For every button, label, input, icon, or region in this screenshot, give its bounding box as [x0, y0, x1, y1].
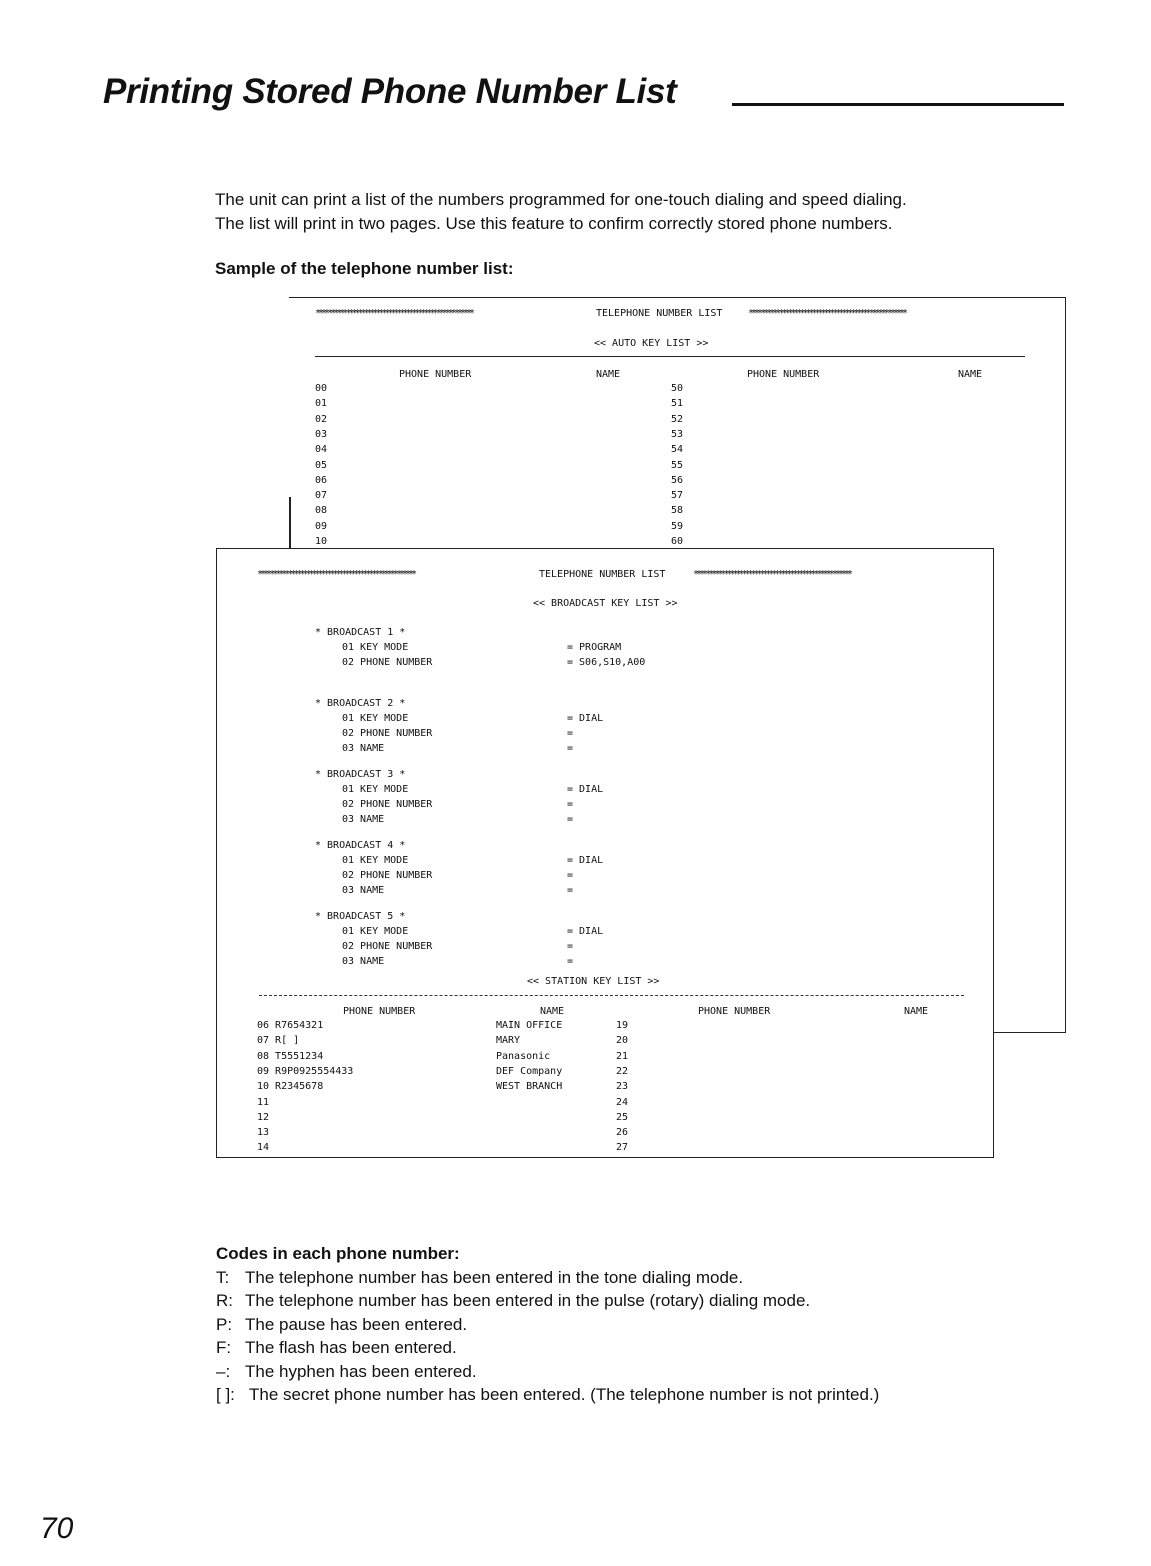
auto-entry-left: 06	[315, 474, 328, 486]
code-symbol: P:	[216, 1314, 233, 1334]
broadcast-row-value: =	[567, 956, 574, 967]
station-entry: 10 R2345678	[257, 1081, 324, 1093]
auto-entry-left: 02	[315, 413, 328, 425]
station-entry-right: 19	[616, 1020, 629, 1031]
auto-header-stars-right: ****************************************************	[748, 309, 906, 319]
broadcast-row-label: 01 KEY MODE	[342, 713, 409, 724]
auto-entry-right: 51	[671, 398, 684, 410]
auto-header-stars-left: ****************************************************	[315, 309, 473, 319]
broadcast-row-value: = DIAL	[567, 926, 604, 937]
station-col-name-2: NAME	[904, 1006, 929, 1017]
station-list-subtitle: << STATION KEY LIST >>	[527, 976, 660, 987]
auto-sheet-left-edge	[289, 497, 291, 549]
broadcast-row-label: 02 PHONE NUMBER	[342, 657, 433, 668]
auto-entry-left: 00	[315, 383, 328, 394]
auto-entry-right: 60	[671, 536, 684, 547]
broadcast-row-label: 01 KEY MODE	[342, 926, 409, 937]
broadcast-row-value: = DIAL	[567, 784, 604, 795]
broadcast-row-label: 03 NAME	[342, 885, 385, 896]
station-name: DEF Company	[496, 1065, 563, 1077]
auto-entry-right: 56	[671, 474, 684, 486]
broadcast-group-title: * BROADCAST 1 *	[315, 627, 406, 638]
broadcast-header-title: TELEPHONE NUMBER LIST	[539, 569, 666, 580]
code-description: The telephone number has been entered in the tone dialing mode.	[245, 1267, 744, 1287]
auto-col-phone-2: PHONE NUMBER	[747, 369, 820, 380]
station-entry: 08 T5551234	[257, 1050, 324, 1062]
auto-entry-left: 10	[315, 536, 328, 547]
title-rule	[732, 103, 1064, 106]
auto-entry-right: 52	[671, 413, 684, 425]
code-item	[216, 1313, 879, 1337]
station-entry-right: 25	[616, 1111, 629, 1123]
auto-entry-right: 55	[671, 459, 684, 471]
broadcast-row-value: =	[567, 728, 574, 739]
station-entry-right: 21	[616, 1050, 629, 1062]
station-entry: 14	[257, 1142, 270, 1154]
station-entry-right: 20	[616, 1035, 629, 1047]
auto-entry-right: 57	[671, 490, 684, 502]
auto-col-name-2: NAME	[958, 369, 983, 380]
code-symbol: F:	[216, 1338, 232, 1357]
broadcast-group-title: * BROADCAST 2 *	[315, 698, 406, 709]
codes-section	[216, 1242, 879, 1407]
auto-entry-right: 59	[671, 520, 684, 532]
station-name: Panasonic	[496, 1050, 551, 1062]
broadcast-row-label: 03 NAME	[342, 956, 385, 967]
broadcast-row-label: 03 NAME	[342, 743, 385, 754]
auto-entry-left: 01	[315, 398, 328, 410]
auto-list-subtitle: << AUTO KEY LIST >>	[594, 338, 709, 349]
auto-entry-right: 50	[671, 383, 684, 394]
broadcast-row-label: 02 PHONE NUMBER	[342, 941, 433, 952]
broadcast-list-subtitle: << BROADCAST KEY LIST >>	[533, 598, 678, 609]
codes-list	[216, 1266, 879, 1407]
broadcast-row-value: =	[567, 870, 574, 881]
station-entry: 09 R9P0925554433	[257, 1065, 354, 1077]
broadcast-row-value: =	[567, 799, 574, 810]
station-entry-right: 23	[616, 1081, 629, 1093]
station-divider	[259, 995, 964, 996]
auto-entry-left: 05	[315, 459, 328, 471]
broadcast-row-value: = DIAL	[567, 713, 604, 724]
broadcast-group-title: * BROADCAST 5 *	[315, 911, 406, 922]
broadcast-group-title: * BROADCAST 4 *	[315, 840, 406, 851]
auto-entry-right: 53	[671, 428, 684, 440]
auto-col-name-1: NAME	[596, 369, 621, 380]
broadcast-row-label: 03 NAME	[342, 814, 385, 825]
codes-heading: Codes in each phone number:	[216, 1244, 460, 1263]
station-entry-right: 24	[616, 1096, 629, 1108]
code-item	[216, 1360, 879, 1384]
code-item	[216, 1383, 879, 1407]
broadcast-row-value: =	[567, 743, 574, 754]
broadcast-row-label: 01 KEY MODE	[342, 784, 409, 795]
broadcast-row-label: 01 KEY MODE	[342, 855, 409, 866]
auto-entry-left: 07	[315, 490, 328, 502]
auto-entry-right: 58	[671, 505, 684, 517]
station-entry: 13	[257, 1127, 270, 1139]
broadcast-row-label: 02 PHONE NUMBER	[342, 870, 433, 881]
broadcast-row-value: =	[567, 941, 574, 952]
station-entry-right: 22	[616, 1065, 629, 1077]
broadcast-header-stars-right: ****************************************************	[693, 570, 851, 580]
code-description: The telephone number has been entered in the pulse (rotary) dialing mode.	[245, 1291, 811, 1310]
page-number: 70	[40, 1512, 74, 1545]
code-description: The flash has been entered.	[245, 1338, 457, 1357]
intro-paragraph	[215, 188, 1095, 236]
sample-heading: Sample of the telephone number list:	[215, 259, 514, 278]
auto-divider	[315, 356, 1025, 357]
broadcast-row-value: = DIAL	[567, 855, 604, 866]
broadcast-key-list-sheet	[216, 548, 994, 1158]
station-name: MARY	[496, 1035, 521, 1047]
broadcast-row-value: = PROGRAM	[567, 642, 622, 653]
auto-entry-right: 54	[671, 444, 684, 456]
code-symbol: T:	[216, 1267, 230, 1287]
auto-col-phone-1: PHONE NUMBER	[399, 369, 472, 380]
station-entry-right: 27	[616, 1142, 629, 1154]
station-entry-right: 26	[616, 1127, 629, 1139]
code-description: The secret phone number has been entered. (The telephone number is not printed.)	[249, 1385, 880, 1404]
broadcast-row-value: =	[567, 885, 574, 896]
broadcast-row-label: 02 PHONE NUMBER	[342, 728, 433, 739]
code-item	[216, 1289, 879, 1313]
station-col-phone-2: PHONE NUMBER	[698, 1006, 771, 1017]
station-col-name-1: NAME	[540, 1006, 565, 1017]
broadcast-row-value: = S06,S10,A00	[567, 657, 646, 668]
station-entry: 06 R7654321	[257, 1020, 324, 1031]
auto-entry-left: 09	[315, 520, 328, 532]
page-title: Printing Stored Phone Number List	[103, 72, 677, 111]
auto-header-title: TELEPHONE NUMBER LIST	[596, 308, 723, 319]
code-description: The hyphen has been entered.	[245, 1361, 477, 1381]
broadcast-row-label: 01 KEY MODE	[342, 642, 409, 653]
auto-entry-left: 04	[315, 444, 328, 456]
code-item	[216, 1336, 879, 1360]
auto-entry-left: 03	[315, 428, 328, 440]
station-entry: 07 R[ ]	[257, 1035, 300, 1047]
code-description: The pause has been entered.	[245, 1314, 468, 1334]
code-symbol: R:	[216, 1291, 233, 1310]
code-item	[216, 1266, 879, 1290]
station-name: MAIN OFFICE	[496, 1020, 563, 1031]
station-name: WEST BRANCH	[496, 1081, 563, 1093]
broadcast-row-value: =	[567, 814, 574, 825]
intro-line-1: The unit can print a list of the numbers programmed for one-touch dialing and speed dialing.	[215, 190, 907, 209]
broadcast-header-stars-left: ****************************************************	[257, 570, 415, 580]
station-col-phone-1: PHONE NUMBER	[343, 1006, 416, 1017]
broadcast-row-label: 02 PHONE NUMBER	[342, 799, 433, 810]
intro-line-2: The list will print in two pages. Use this feature to confirm correctly stored phone numbers.	[215, 214, 893, 233]
auto-entry-left: 08	[315, 505, 328, 517]
station-entry: 11	[257, 1096, 270, 1108]
broadcast-group-title: * BROADCAST 3 *	[315, 769, 406, 780]
code-symbol: [ ]:	[216, 1385, 235, 1404]
code-symbol: –:	[216, 1361, 231, 1381]
station-entry: 12	[257, 1111, 270, 1123]
